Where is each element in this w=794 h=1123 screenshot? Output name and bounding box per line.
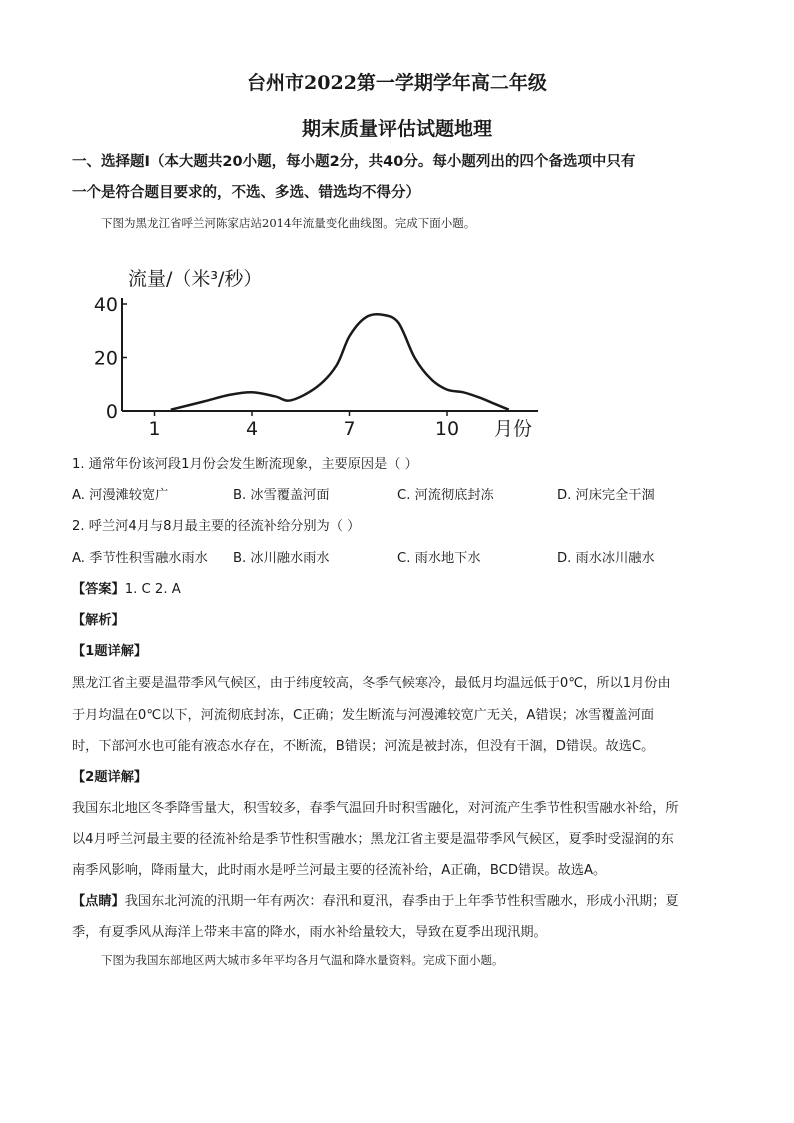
question-1-option-a[interactable]: A. 河漫滩较宽广 <box>72 488 169 503</box>
tip-line-2: 季，有夏季风从海洋上带来丰富的降水，雨水补给量较大，导致在夏季出现汛期。 <box>72 925 547 940</box>
intro-text-1: 下图为黑龙江省呼兰河陈家店站2014年流量变化曲线图。完成下面小题。 <box>101 216 476 230</box>
section-heading-line1: 一、选择题Ⅰ（本大题共20小题，每小题2分，共40分。每小题列出的四个备选项中只有 <box>72 154 636 170</box>
question-1-option-c[interactable]: C. 河流彻底封冻 <box>397 488 494 503</box>
question-1-option-d[interactable]: D. 河床完全干涸 <box>557 488 655 503</box>
question-2-stem: 2. 呼兰河4月与8月最主要的径流补给分别为（ ） <box>72 519 361 534</box>
flow-curve <box>171 314 509 410</box>
document-title: 台州市2022第一学期学年高二年级 <box>247 72 547 94</box>
section-heading-line2: 一个是符合题目要求的，不选、多选、错选均不得分） <box>72 185 420 201</box>
x-tick-label: 10 <box>434 418 460 440</box>
question-2-option-b[interactable]: B. 冰川融水雨水 <box>233 551 330 566</box>
question-2-option-c[interactable]: C. 雨水地下水 <box>397 551 481 566</box>
detail-2-line-3: 南季风影响，降雨量大，此时雨水是呼兰河最主要的径流补给，A正确，BCD错误。故选A。 <box>72 863 607 878</box>
detail-1-line-1: 黑龙江省主要是温带季风气候区，由于纬度较高，冬季气候寒冷，最低月均温远低于0℃，所以1月份由 <box>72 676 671 691</box>
analysis-label: 【解析】 <box>72 613 125 628</box>
x-tick-label: 4 <box>245 418 259 440</box>
question-2-option-a[interactable]: A. 季节性积雪融水雨水 <box>72 551 208 566</box>
question-1-option-b[interactable]: B. 冰雪覆盖河面 <box>233 488 330 503</box>
y-tick-label: 0 <box>105 401 118 423</box>
flow-chart <box>93 255 533 445</box>
detail-2-line-2: 以4月呼兰河最主要的径流补给是季节性积雪融水；黑龙江省主要是温带季风气候区，夏季时受湿润的东 <box>72 832 674 847</box>
tip-line-1 <box>72 890 679 909</box>
detail-1-line-3: 时，下部河水也可能有液态水存在，不断流，B错误；河流是被封冻，但没有干涸，D错误。故选C。 <box>72 739 655 754</box>
detail-2-label: 【2题详解】 <box>72 770 148 785</box>
question-2-option-d[interactable]: D. 雨水冰川融水 <box>557 551 655 566</box>
chart-title: 流量/（米³/秒） <box>128 268 263 290</box>
chart-ticks <box>94 294 459 440</box>
tip-label: 【点睛】 <box>72 894 125 909</box>
intro-text-2: 下图为我国东部地区两大城市多年平均各月气温和降水量资料。完成下面小题。 <box>101 953 504 967</box>
answer-label: 【答案】 <box>72 582 125 597</box>
question-1-stem: 1. 通常年份该河段1月份会发生断流现象，主要原因是（ ） <box>72 457 418 472</box>
document-subtitle: 期末质量评估试题地理 <box>301 118 492 140</box>
detail-1-label: 【1题详解】 <box>72 644 148 659</box>
x-tick-label: 1 <box>148 418 161 440</box>
y-tick-label: 40 <box>93 294 118 316</box>
detail-1-line-2: 于月均温在0℃以下，河流彻底封冻，C正确；发生断流与河漫滩较宽广无关，A错误；冰雪覆盖河面 <box>72 708 655 723</box>
answer-line <box>72 578 181 597</box>
answer-text: 1. C 2. A <box>124 582 181 597</box>
tip-text-1: 我国东北河流的汛期一年有两次：春汛和夏汛，春季由于上年季节性积雪融水，形成小汛期；夏 <box>124 894 679 909</box>
x-tick-label: 7 <box>343 418 356 440</box>
detail-2-line-1: 我国东北地区冬季降雪量大，积雪较多，春季气温回升时积雪融化，对河流产生季节性积雪融水补给，所 <box>72 801 679 816</box>
chart-axes <box>122 298 538 411</box>
chart-x-axis-label: 月份 <box>494 418 533 440</box>
y-tick-label: 20 <box>93 347 118 370</box>
